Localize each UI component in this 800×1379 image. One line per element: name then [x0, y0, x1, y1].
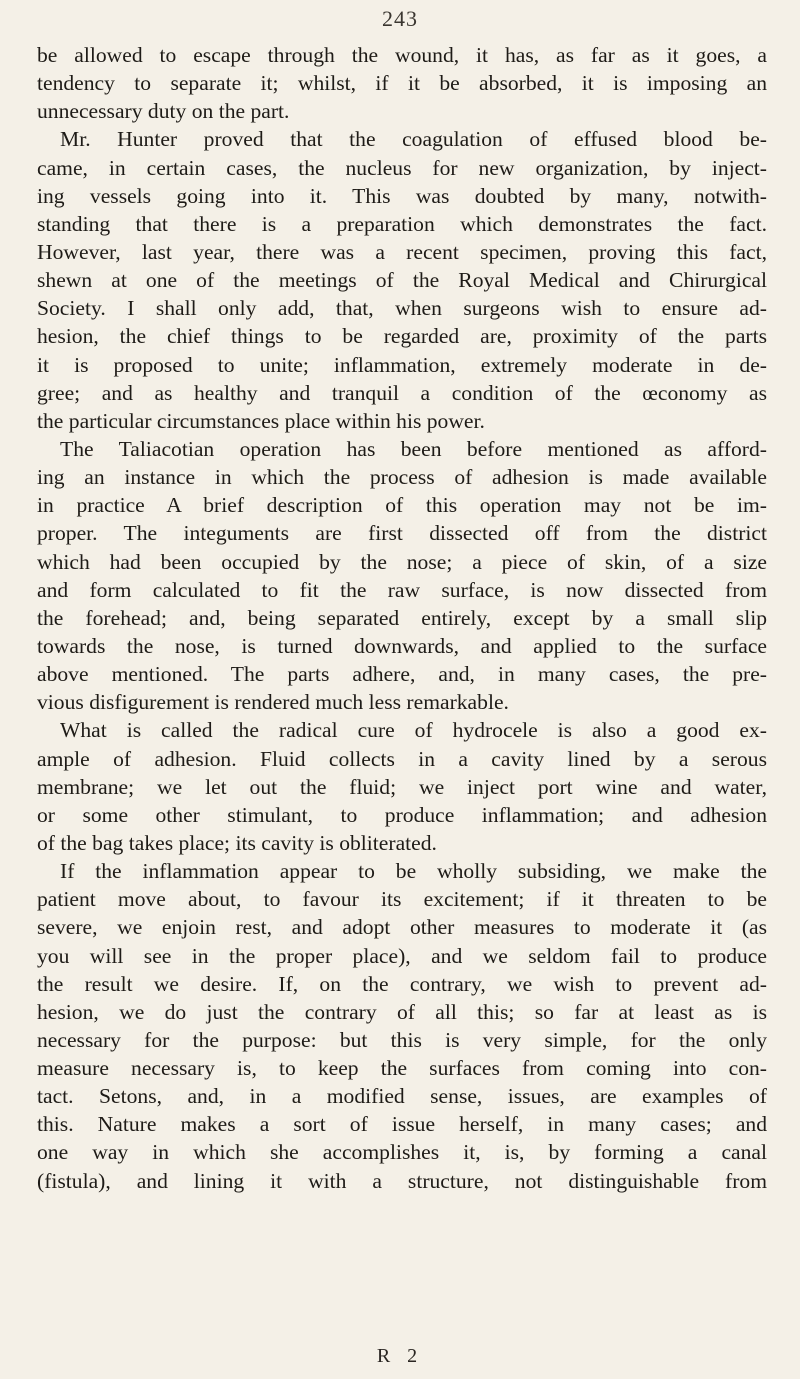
paragraph — [37, 716, 767, 857]
text-line: tact. Setons, and, in a modified sense, issues, are examples of — [37, 1084, 767, 1109]
text-line: be allowed to escape through the wound, it has, as far as it goes, a — [37, 43, 767, 67]
text-line: membrane; we let out the fluid; we inject port wine and water, — [37, 774, 767, 799]
text-line: above mentioned. The parts adhere, and, in many cases, the pre- — [37, 662, 767, 687]
text-line: If the inflammation appear to be wholly subsiding, we make the — [60, 859, 767, 884]
text-line: The Taliacotian operation has been before mentioned as afford- — [60, 436, 767, 461]
text-line: vious disfigurement is rendered much less remarkable. — [37, 690, 509, 715]
text-line: However, last year, there was a recent specimen, proving this fact, — [37, 239, 767, 264]
text-line: patient move about, to favour its excitement; if it threaten to be — [37, 887, 767, 912]
text-line: and form calculated to fit the raw surface, is now dissected from — [37, 577, 767, 602]
text-line: ing an instance in which the process of adhesion is made available — [37, 465, 767, 490]
text-line: gree; and as healthy and tranquil a condition of the œconomy as — [37, 380, 767, 405]
text-line: of the bag takes place; its cavity is obliterated. — [37, 830, 437, 855]
text-line: you will see in the proper place), and we seldom fail to produce — [37, 943, 767, 968]
text-line: one way in which she accomplishes it, is, by forming a canal — [37, 1140, 767, 1165]
text-line: it is proposed to unite; inflammation, extremely moderate in de- — [37, 352, 767, 377]
text-line: severe, we enjoin rest, and adopt other measures to moderate it (as — [37, 915, 767, 940]
text-line: ing vessels going into it. This was doubted by many, notwith- — [37, 183, 767, 208]
signature-mark: R 2 — [376, 1345, 424, 1367]
text-line: which had been occupied by the nose; a piece of skin, of a size — [37, 549, 767, 574]
paragraph — [37, 435, 767, 716]
page-number: 243 — [382, 6, 418, 31]
text-line: unnecessary duty on the part. — [37, 99, 290, 124]
text-line: hesion, we do just the contrary of all this; so far at least as is — [37, 999, 767, 1024]
text-line: necessary for the purpose: but this is very simple, for the only — [37, 1027, 767, 1052]
text-line: ample of adhesion. Fluid collects in a cavity lined by a serous — [37, 746, 767, 771]
text-line: (fistula), and lining it with a structure, not distinguishable from — [37, 1168, 767, 1193]
paragraph — [37, 857, 767, 1195]
text-line: Mr. Hunter proved that the coagulation of effused blood be- — [60, 127, 767, 152]
text-line: measure necessary is, to keep the surfaces from coming into con- — [37, 1056, 767, 1081]
text-line: hesion, the chief things to be regarded are, proximity of the parts — [37, 324, 767, 349]
paragraph — [37, 41, 767, 125]
text-line: or some other stimulant, to produce inflammation; and adhesion — [37, 802, 767, 827]
text-line: this. Nature makes a sort of issue herself, in many cases; and — [37, 1112, 767, 1137]
text-line: the particular circumstances place within his power. — [37, 408, 485, 433]
text-line: the result we desire. If, on the contrary, we wish to prevent ad- — [37, 971, 767, 996]
text-line: towards the nose, is turned downwards, and applied to the surface — [37, 633, 767, 658]
paragraph — [37, 125, 767, 435]
text-line: Society. I shall only add, that, when surgeons wish to ensure ad- — [37, 296, 767, 321]
text-line: What is called the radical cure of hydrocele is also a good ex- — [60, 718, 767, 743]
text-line: shewn at one of the meetings of the Royal Medical and Chirurgical — [37, 268, 767, 293]
text-line: standing that there is a preparation which demonstrates the fact. — [37, 211, 767, 236]
text-line: came, in certain cases, the nucleus for new organization, by inject- — [37, 155, 767, 180]
text-line: proper. The integuments are first dissected off from the district — [37, 521, 767, 546]
text-line: in practice A brief description of this operation may not be im- — [37, 493, 767, 518]
body-text — [37, 41, 767, 1195]
text-line: the forehead; and, being separated entirely, except by a small slip — [37, 605, 767, 630]
text-line: tendency to separate it; whilst, if it be absorbed, it is imposing an — [37, 71, 767, 96]
